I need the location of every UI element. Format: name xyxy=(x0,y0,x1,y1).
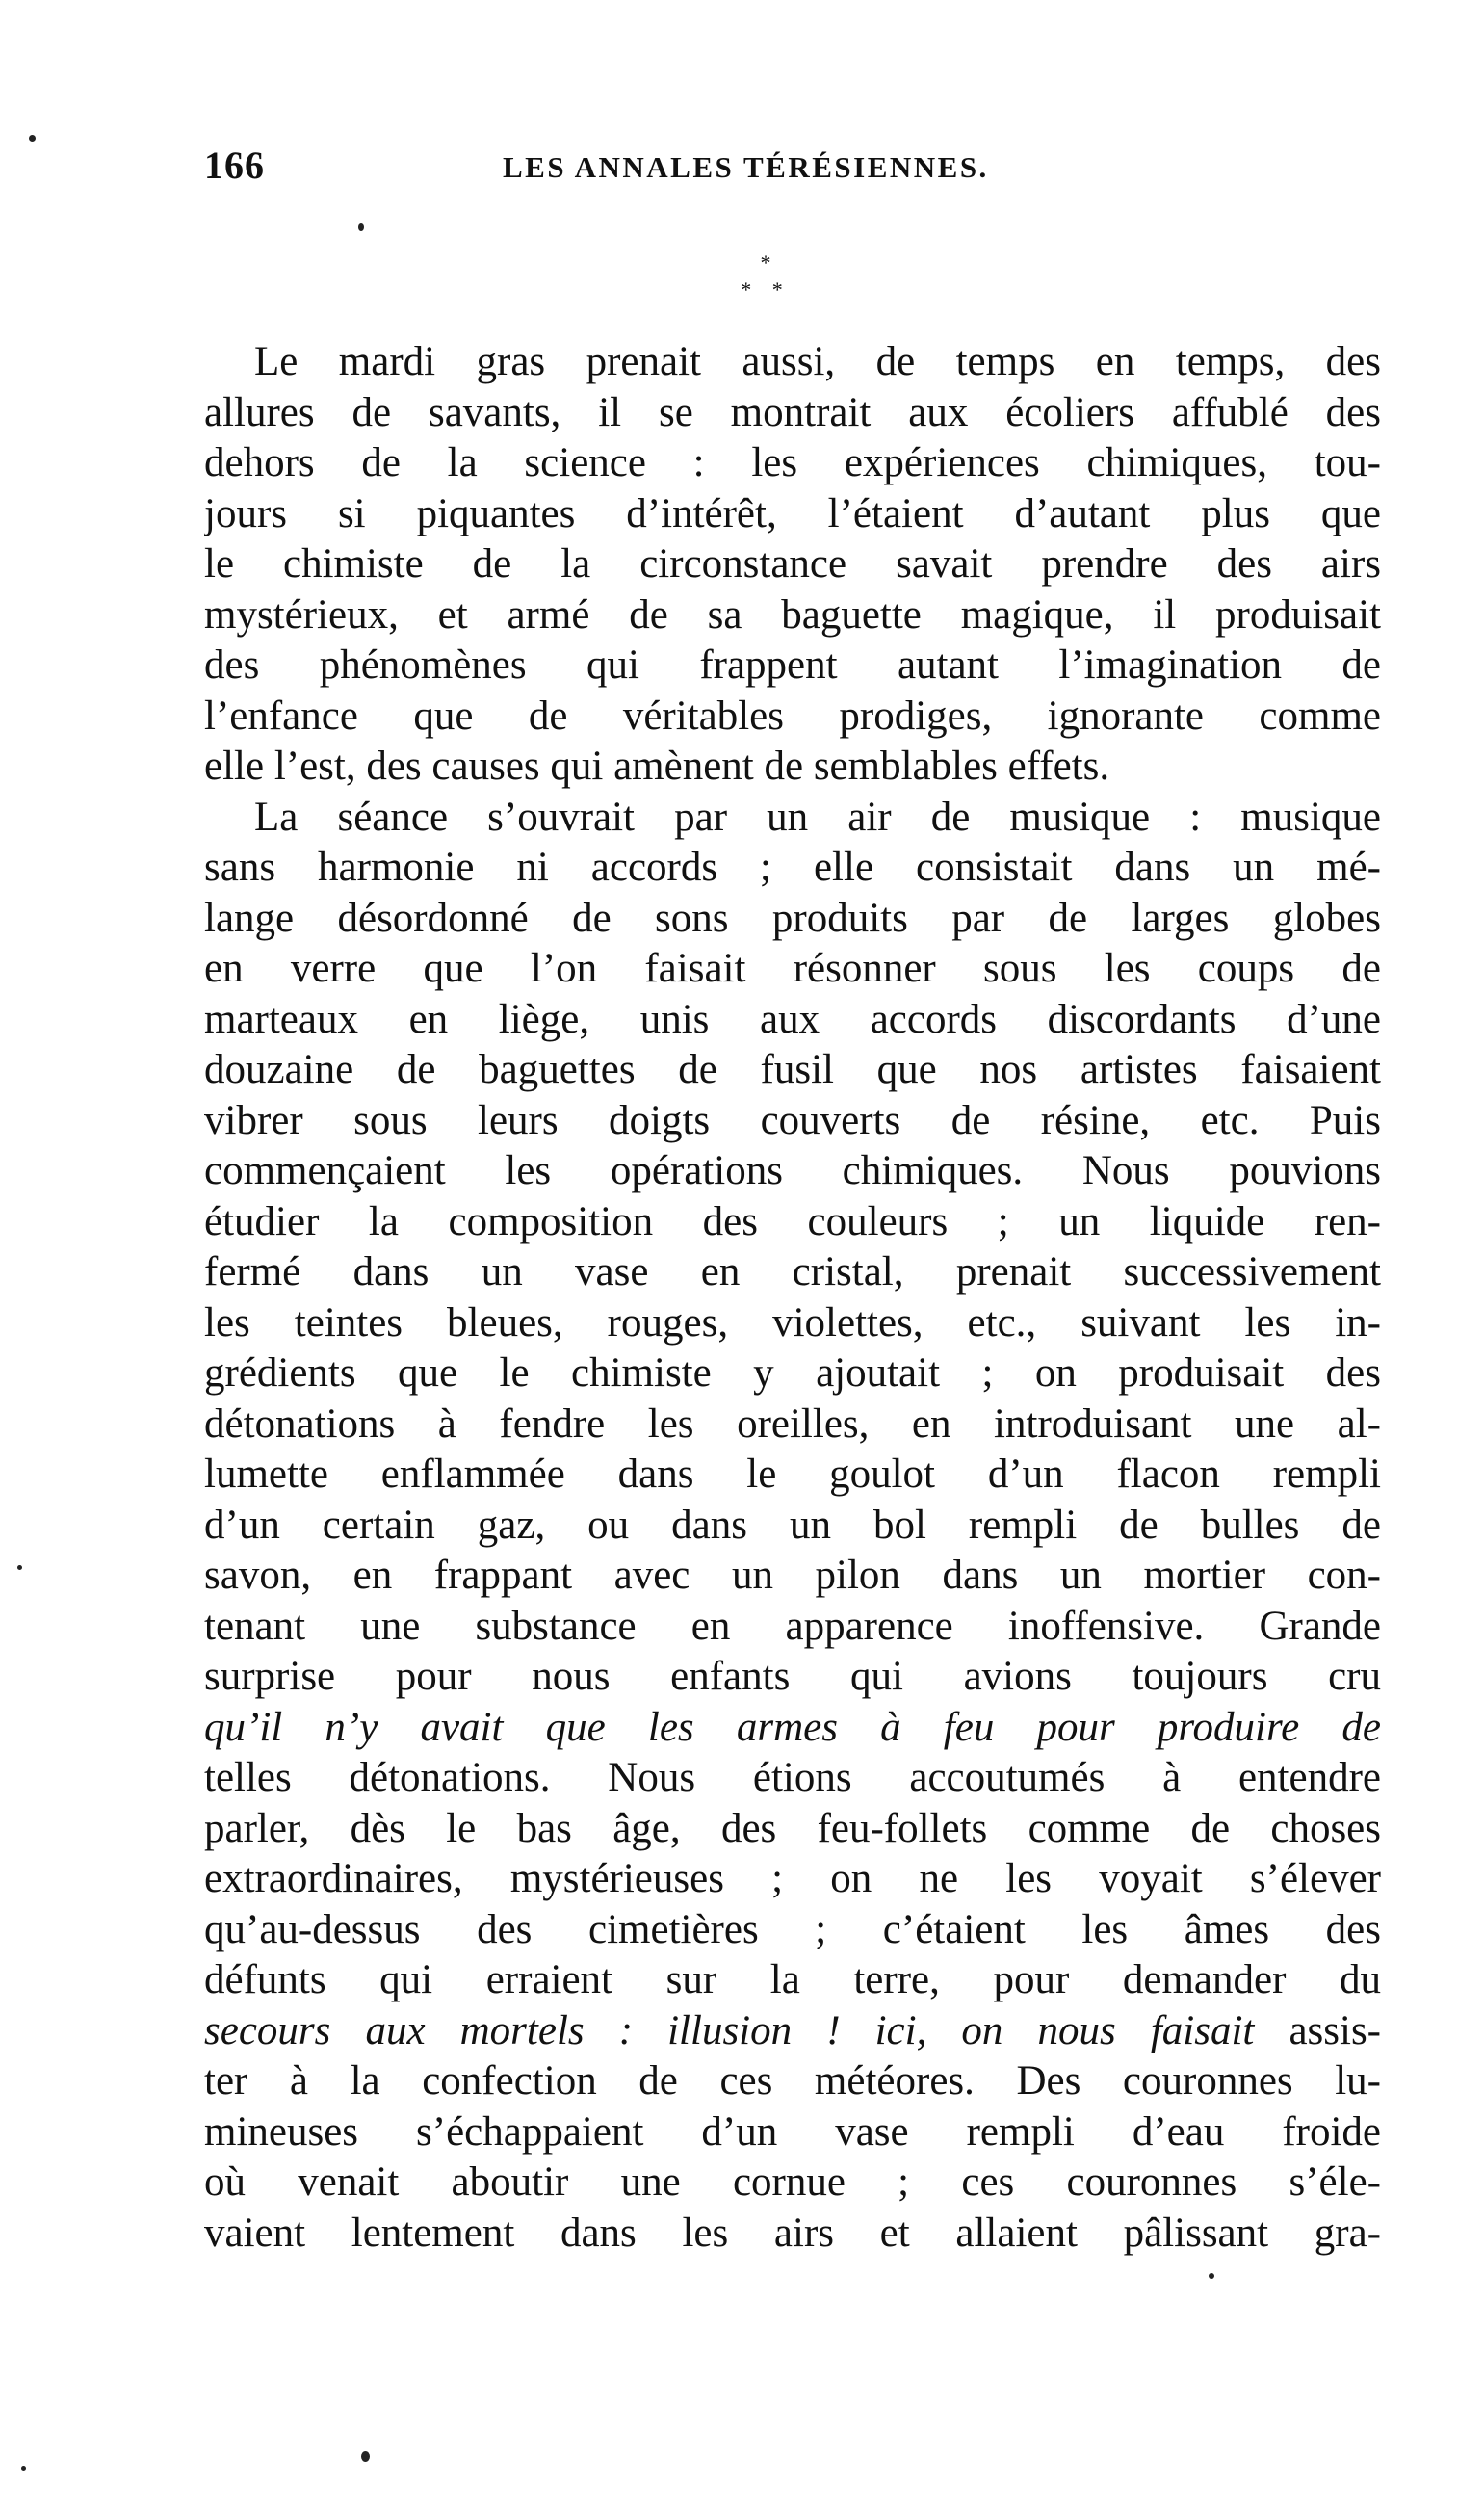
scan-speck xyxy=(21,2466,26,2471)
text-line xyxy=(204,1450,1381,1501)
text-line xyxy=(204,1753,1381,1804)
running-title: LES ANNALES TÉRÉSIENNES. xyxy=(503,150,989,184)
text-segment: savon, en frappant avec un pilon dans un mortier con- xyxy=(204,1553,1381,1598)
text-segment: marteaux en liège, unis aux accords discordants d’une xyxy=(204,996,1381,1042)
text-line xyxy=(204,388,1381,439)
body-text xyxy=(204,337,1381,2259)
text-line xyxy=(204,1854,1381,1905)
text-segment: parler, dès le bas âge, des feu-follets comme de choses xyxy=(204,1805,1381,1851)
text-line xyxy=(204,692,1381,743)
text-segment: ter à la confection de ces météores. Des couronnes lu- xyxy=(204,2058,1381,2104)
text-line xyxy=(204,1146,1381,1197)
text-line xyxy=(204,1096,1381,1147)
text-segment: telles détonations. Nous étions accoutumés à entendre xyxy=(204,1755,1381,1800)
text-line xyxy=(204,1045,1381,1096)
text-segment: en verre que l’on faisait résonner sous les coups de xyxy=(204,946,1381,991)
text-line xyxy=(204,1955,1381,2006)
page-number: 166 xyxy=(204,144,265,187)
text-segment: surprise pour nous enfants qui avions toujours cru xyxy=(204,1654,1381,1699)
text-segment: mystérieux, et armé de sa baguette magique, il produisait xyxy=(204,591,1381,638)
text-line xyxy=(204,1703,1381,1754)
text-line xyxy=(204,843,1381,894)
text-segment: jours si piquantes d’intérêt, l’étaient d’autant plus que xyxy=(204,490,1381,536)
scan-speck xyxy=(1209,2273,1214,2279)
text-line xyxy=(204,1247,1381,1298)
scan-speck xyxy=(358,223,364,231)
asterism-top: * xyxy=(760,250,771,275)
text-segment: Le mardi gras prenait aussi, de temps en temps, des xyxy=(254,339,1381,384)
text-segment: les teintes bleues, rouges, violettes, etc., suivant les in- xyxy=(204,1299,1381,1346)
text-segment: vibrer sous leurs doigts couverts de résine, etc. Puis xyxy=(204,1097,1381,1143)
text-segment: douzaine de baguettes de fusil que nos artistes faisaient xyxy=(204,1047,1381,1092)
text-line xyxy=(204,1602,1381,1653)
asterism-bottom: * * xyxy=(741,277,791,301)
text-line xyxy=(204,2107,1381,2158)
text-line xyxy=(204,641,1381,692)
text-line xyxy=(204,1197,1381,1248)
text-segment: l’enfance que de véritables prodiges, ignorante comme xyxy=(204,693,1381,739)
text-line xyxy=(204,2006,1381,2057)
page-header xyxy=(204,143,1379,200)
text-segment: lumette enflammée dans le goulot d’un flacon rempli xyxy=(204,1452,1381,1497)
text-line xyxy=(204,438,1381,489)
text-segment: des phénomènes qui frappent autant l’imagination de xyxy=(204,642,1381,688)
text-line xyxy=(204,1804,1381,1855)
text-segment: extraordinaires, mystérieuses ; on ne les voyait s’élever xyxy=(204,1856,1381,1901)
text-segment: le chimiste de la circonstance savait prendre des airs xyxy=(204,541,1381,587)
text-segment: qu’au-dessus des cimetières ; c’étaient les âmes des xyxy=(204,1906,1381,1952)
text-segment: elle l’est, des causes qui amènent de semblables effets. xyxy=(204,744,1110,789)
text-segment: fermé dans un vase en cristal, prenait successivement xyxy=(204,1249,1381,1295)
text-line xyxy=(204,1905,1381,1956)
text-segment: dehors de la science : les expériences chimiques, tou- xyxy=(204,440,1381,485)
text-segment: grédients que le chimiste y ajoutait ; on produisait des xyxy=(204,1350,1381,1396)
text-line xyxy=(204,742,1381,793)
text-line xyxy=(204,1399,1381,1451)
text-segment: où venait aboutir une cornue ; ces couronnes s’éle- xyxy=(204,2159,1381,2205)
text-line xyxy=(204,1348,1381,1399)
text-line xyxy=(204,1501,1381,1552)
section-asterism xyxy=(732,252,799,310)
text-segment: sans harmonie ni accords ; elle consistait dans un mé- xyxy=(204,845,1381,890)
text-line xyxy=(204,539,1381,590)
text-segment: lange désordonné de sons produits par de larges globes xyxy=(204,895,1381,941)
text-segment: défunts qui erraient sur la terre, pour demander du xyxy=(204,1957,1381,2002)
text-segment: étudier la composition des couleurs ; un liquide ren- xyxy=(204,1198,1381,1244)
scan-speck xyxy=(29,135,36,142)
scan-speck xyxy=(361,2451,370,2462)
italic-text-segment: secours aux mortels : illusion ! ici, on nous faisait xyxy=(204,2007,1289,2053)
text-segment: allures de savants, il se montrait aux écoliers affublé des xyxy=(204,389,1381,435)
text-line xyxy=(204,793,1381,844)
text-segment: assis- xyxy=(1289,2007,1381,2053)
text-line xyxy=(204,2209,1381,2260)
text-line xyxy=(204,1652,1381,1703)
text-line xyxy=(204,2056,1381,2107)
text-segment: mineuses s’échappaient d’un vase rempli d’eau froide xyxy=(204,2108,1381,2155)
text-line xyxy=(204,894,1381,945)
text-line xyxy=(204,2158,1381,2209)
text-line xyxy=(204,1298,1381,1349)
text-segment: tenant une substance en apparence inoffensive. Grande xyxy=(204,1603,1381,1649)
text-segment: détonations à fendre les oreilles, en introduisant une al- xyxy=(204,1400,1381,1447)
italic-text-segment: qu’il n’y avait que les armes à feu pour produire de xyxy=(204,1704,1381,1750)
scan-speck xyxy=(17,1565,22,1570)
text-line xyxy=(204,944,1381,995)
text-line xyxy=(204,1551,1381,1602)
text-segment: d’un certain gaz, ou dans un bol rempli de bulles de xyxy=(204,1502,1381,1548)
text-line xyxy=(204,995,1381,1046)
text-line xyxy=(204,337,1381,388)
text-segment: commençaient les opérations chimiques. Nous pouvions xyxy=(204,1148,1381,1193)
text-line xyxy=(204,489,1381,540)
text-line xyxy=(204,590,1381,641)
text-segment: La séance s’ouvrait par un air de musique : musique xyxy=(254,794,1381,840)
text-segment: vaient lentement dans les airs et allaient pâlissant gra- xyxy=(204,2210,1381,2256)
